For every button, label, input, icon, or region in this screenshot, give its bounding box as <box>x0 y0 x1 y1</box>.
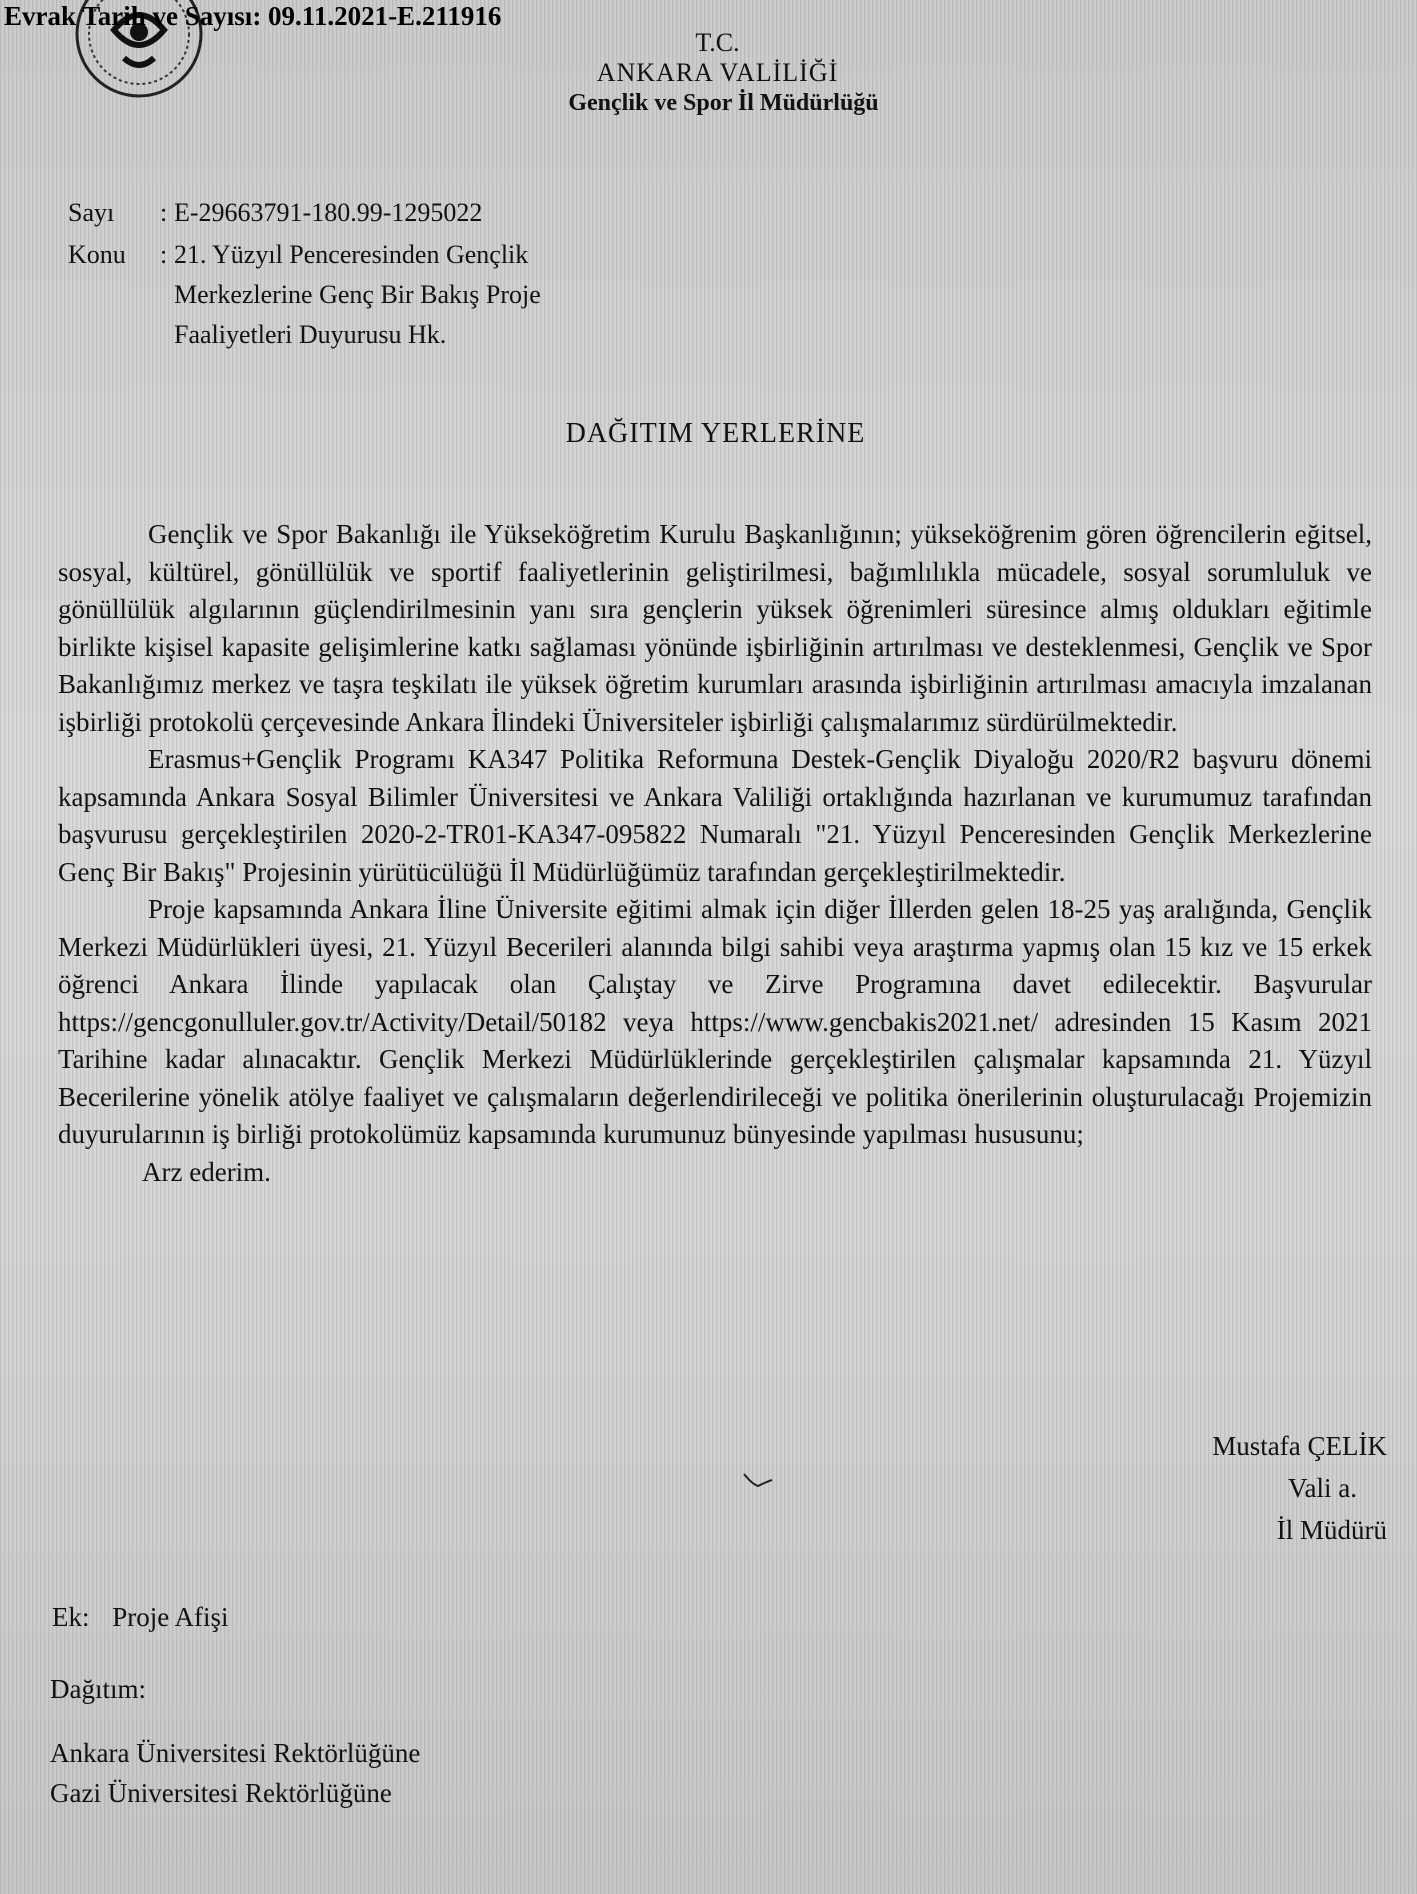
body-paragraph: Proje kapsamında Ankara İline Üniversite eğitimi almak için diğer İllerden gelen 18-25 yaş aralığında, Gençlik Merkezi Müdürlükleri üyesi, 21. Yüzyıl Becerileri alanında bilgi sahibi veya araştırma yapmış olan 15 kız ve 15 erkek öğrenci Ankara İlinde yapılacak olan Çalıştay ve Zirve Programına davet edilecektir. Başvurular https://gencgonulluler.gov.tr/Activity/Detail/50182 veya https://www.gencbakis2021.net/ adresinden 15 Kasım 2021 Tarihine kadar alınacaktır. Gençlik Merkezi Müdürlüklerinde gerçekleştirilen çalışmalar kapsamında 21. Yüzyıl Becerilerine yönelik atölye faaliyet ve çalışmaların değerlendirileceği ve politika önerilerinin oluşturulacağı Projemizin duyurularının iş birliği protokolümüz kapsamında kurumunuz bünyesinde yapılması hususunu; <box>58 894 1372 1149</box>
signature-mark-icon <box>742 1470 774 1492</box>
letter-body <box>58 516 1372 1191</box>
recipients-heading: DAĞITIM YERLERİNE <box>565 418 866 449</box>
signatory-name: Mustafa ÇELİK <box>1212 1431 1387 1461</box>
distribution-title: Dağıtım: <box>50 1674 146 1704</box>
distribution-list <box>50 1669 420 1813</box>
closing-line: Arz ederim. <box>142 1156 271 1187</box>
meta-subject-row <box>68 235 654 355</box>
letterhead-directorate: Gençlik ve Spor İl Müdürlüğü <box>568 90 879 116</box>
signature-block <box>1087 1425 1387 1551</box>
letterhead-governorship: ANKARA VALİLİĞİ <box>596 58 839 87</box>
attachment-label: Ek: <box>52 1602 90 1632</box>
subject-label: Konu <box>68 240 126 269</box>
document-meta <box>68 193 654 355</box>
subject-colon: : <box>160 240 168 269</box>
document-date-number-stamp: Evrak Tarih ve Sayısı: 09.11.2021-E.211916 <box>4 1 502 31</box>
subject-value: 21. Yüzyıl Penceresinden Gençlik Merkezlerine Genç Bir Bakış Proje Faaliyetleri Duyurusu Hk. <box>174 240 541 349</box>
number-value: E-29663791-180.99-1295022 <box>174 198 483 227</box>
distribution-item: Ankara Üniversitesi Rektörlüğüne <box>50 1738 421 1768</box>
attachment-value: Proje Afişi <box>112 1602 229 1632</box>
number-label: Sayı <box>68 198 115 227</box>
letterhead-republic: T.C. <box>695 28 740 57</box>
meta-number-row <box>68 193 654 233</box>
signatory-title-deputy: Vali a. <box>1288 1473 1357 1503</box>
distribution-item: Gazi Üniversitesi Rektörlüğüne <box>50 1778 392 1808</box>
body-paragraph: Erasmus+Gençlik Programı KA347 Politika Reformuna Destek-Gençlik Diyaloğu 2020/R2 başvuru dönemi kapsamında Ankara Sosyal Bilimler Üniversitesi ve Ankara Valiliği ortaklığında hazırlanan ve kurumumuz tarafından başvurusu gerçekleştirilen 2020-2-TR01-KA347-095822 Numaralı "21. Yüzyıl Penceresinden Gençlik Merkezlerine Genç Bir Bakış" Projesinin yürütücülüğü İl Müdürlüğümüz tarafından gerçekleştirilmektedir. <box>58 744 1372 887</box>
letterhead <box>0 28 1417 118</box>
signatory-title-director: İl Müdürü <box>1276 1515 1387 1545</box>
attachment-line <box>52 1597 229 1637</box>
body-paragraph: Gençlik ve Spor Bakanlığı ile Yükseköğretim Kurulu Başkanlığının; yükseköğrenim gören öğrencilerin eğitsel, sosyal, kültürel, gönüllülük ve sportif faaliyetlerinin geliştirilmesi, bağımlılıkla mücadele, sosyal sorumluluk ve gönüllülük algılarının güçlendirilmesinin yanı sıra gençlerin yüksek öğrenimleri süresince almış oldukları eğitimle birlikte kişisel kapasite gelişimlerine katkı sağlaması yönünde işbirliğinin artırılması ve desteklenmesi, Gençlik ve Spor Bakanlığımız merkez ve taşra teşkilatı ile yüksek öğretim kurumları arasında işbirliğinin artırılması amacıyla imzalanan işbirliği protokolü çerçevesinde Ankara İlindeki Üniversiteler işbirliği çalışmalarımız sürdürülmektedir. <box>58 519 1372 737</box>
number-colon: : <box>160 198 168 227</box>
